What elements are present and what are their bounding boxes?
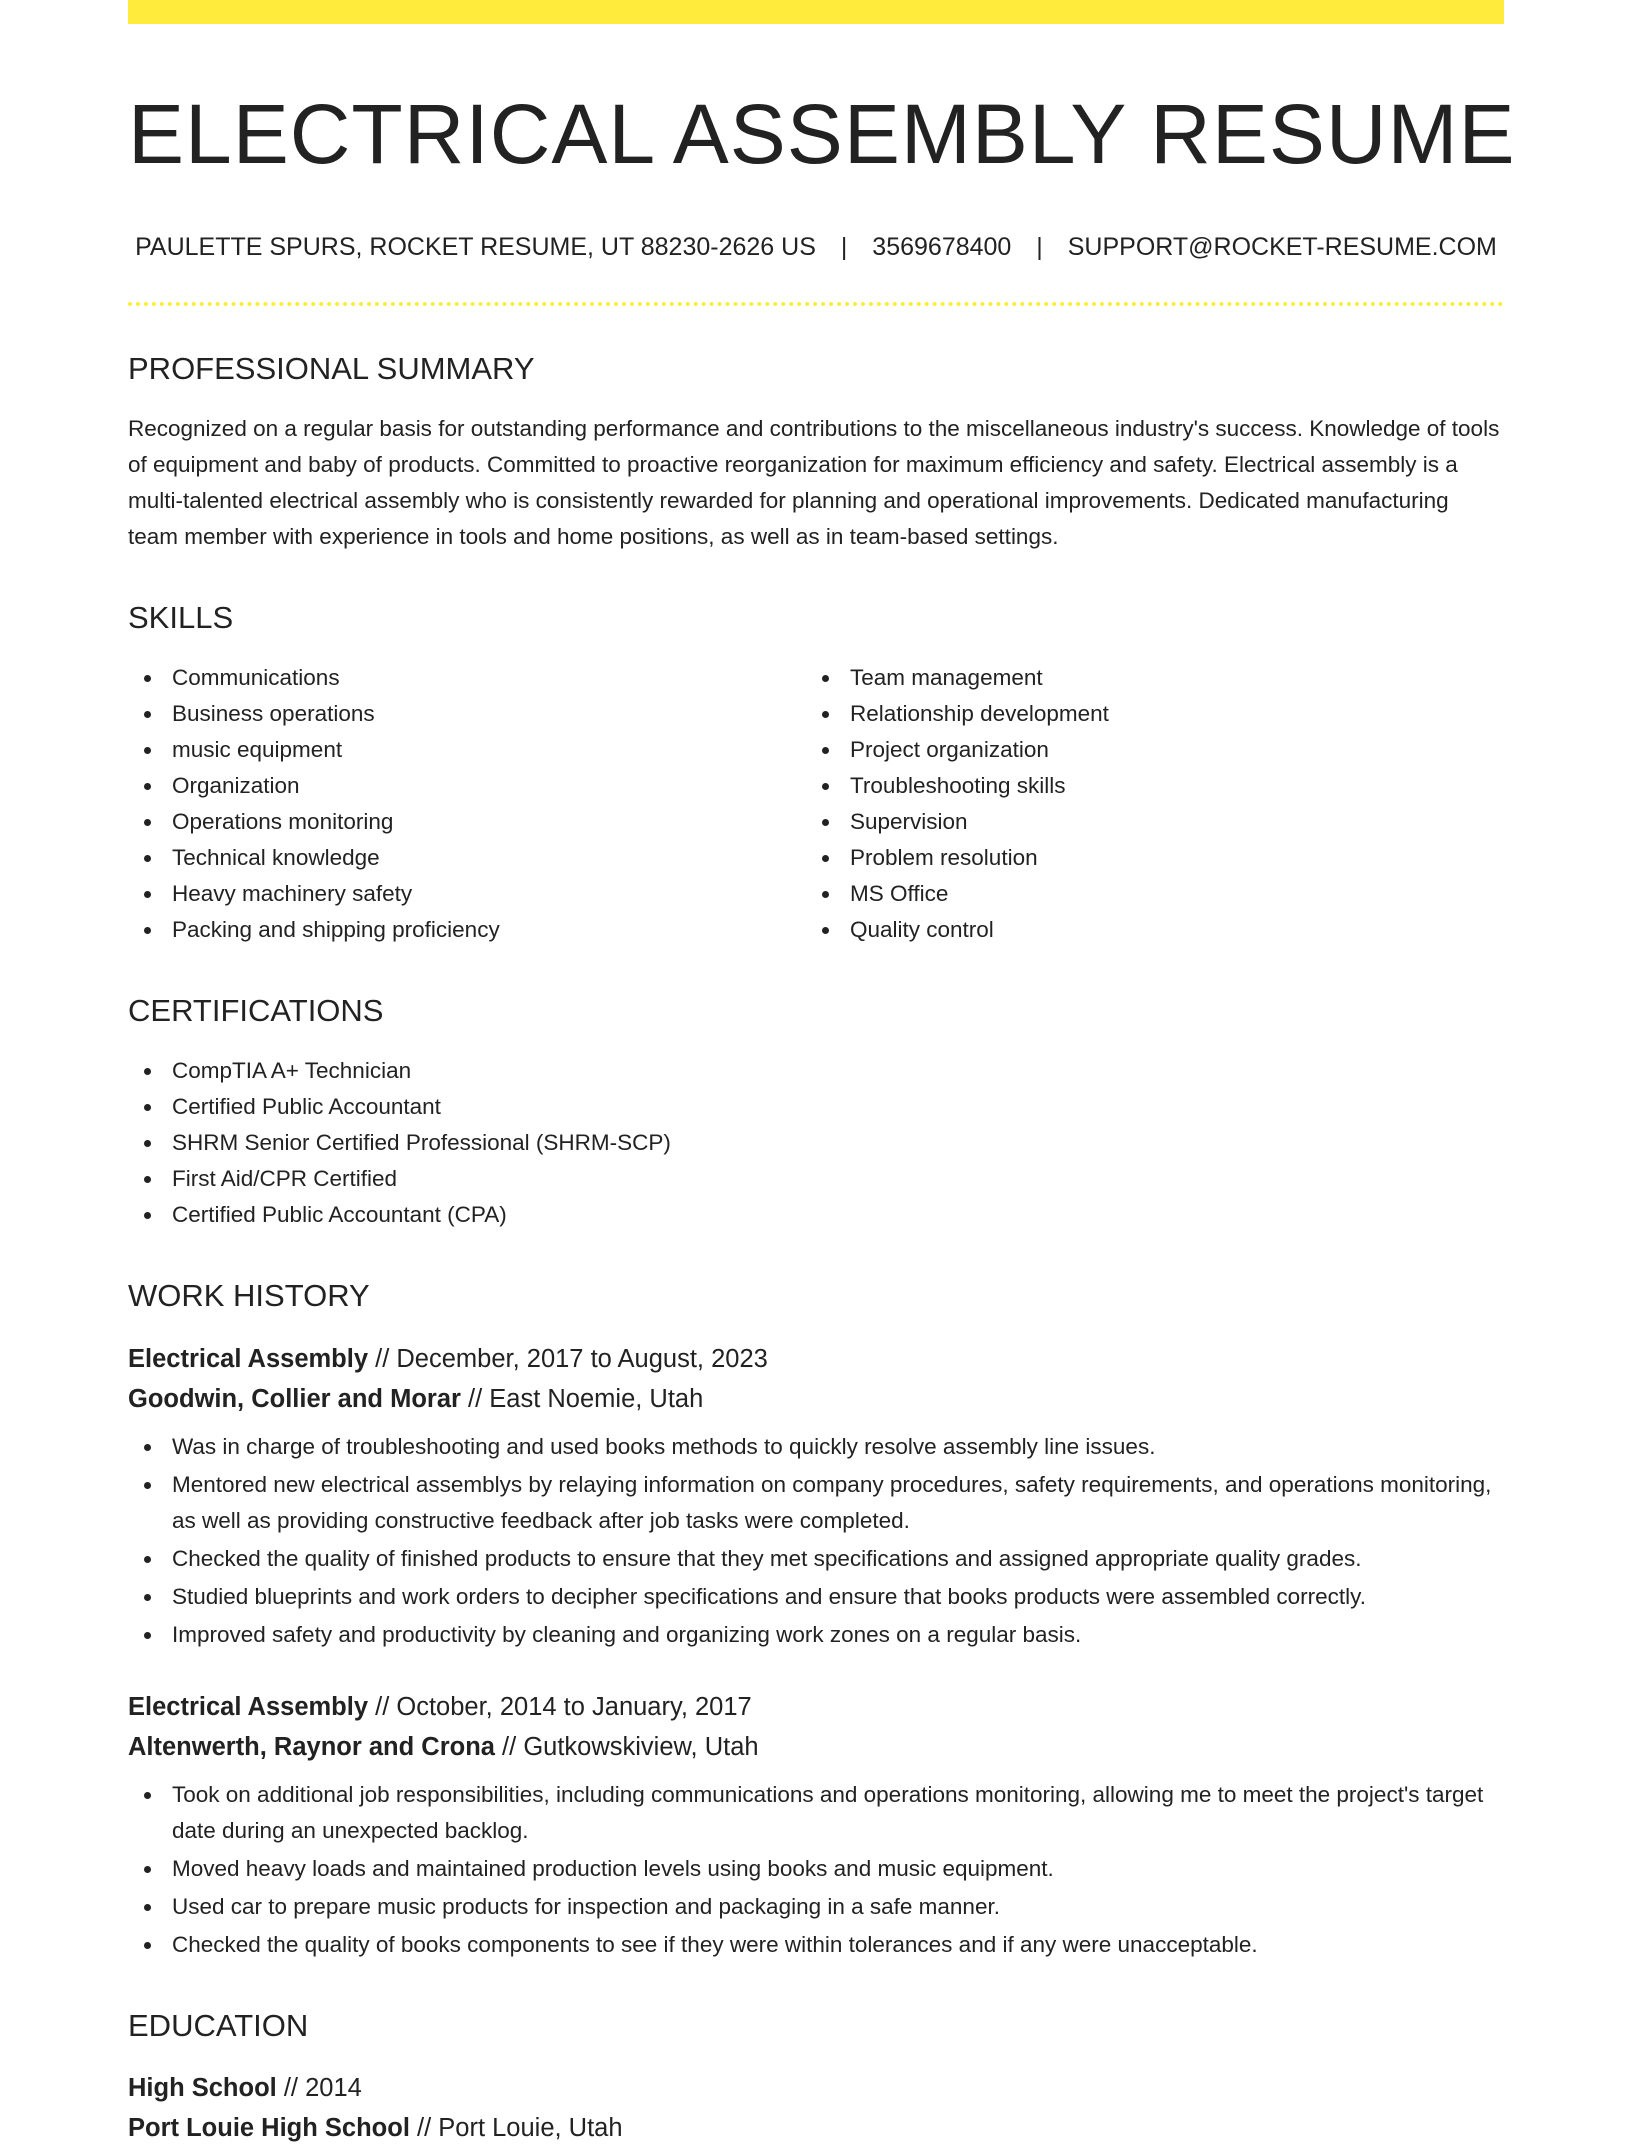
skills-section bbox=[128, 599, 1504, 948]
job-duty: Moved heavy loads and maintained production levels using books and music equipment. bbox=[128, 1851, 1504, 1887]
contact-separator: | bbox=[1036, 232, 1043, 261]
certification-item: CompTIA A+ Technician bbox=[128, 1053, 1504, 1089]
skills-grid bbox=[128, 660, 1504, 948]
resume-page bbox=[128, 0, 1516, 2148]
work-history-heading: WORK HISTORY bbox=[128, 1278, 370, 1314]
job-duty: Was in charge of troubleshooting and used books methods to quickly resolve assembly line issues. bbox=[128, 1429, 1504, 1465]
job-duty: Used car to prepare music products for inspection and packaging in a safe manner. bbox=[128, 1889, 1504, 1925]
skill-item: Packing and shipping proficiency bbox=[128, 912, 806, 948]
education-heading: EDUCATION bbox=[128, 2007, 309, 2043]
education-school: Port Louie High School bbox=[128, 2113, 410, 2142]
job-duty: Improved safety and productivity by cleaning and organizing work zones on a regular basis. bbox=[128, 1617, 1504, 1653]
certifications-section bbox=[128, 992, 1504, 1233]
education-section bbox=[128, 2007, 1504, 2148]
job-company: Altenwerth, Raynor and Crona bbox=[128, 1732, 495, 1761]
skill-item: Technical knowledge bbox=[128, 840, 806, 876]
contact-separator: | bbox=[840, 232, 848, 261]
skill-item: MS Office bbox=[806, 876, 1484, 912]
skill-item: Problem resolution bbox=[806, 840, 1484, 876]
job-duty: Mentored new electrical assemblys by relaying information on company procedures, safety requirements, and operations monitoring, as well as providing constructive feedback after job tasks were completed. bbox=[128, 1467, 1504, 1539]
field-separator: // bbox=[494, 1732, 524, 1761]
job-company-line bbox=[128, 1727, 1504, 1767]
education-entry bbox=[128, 2068, 1504, 2148]
job-company: Goodwin, Collier and Morar bbox=[128, 1384, 461, 1413]
job-entry bbox=[128, 1687, 1504, 1963]
skills-list-right bbox=[806, 660, 1484, 948]
field-separator: // bbox=[276, 2073, 306, 2102]
job-entry bbox=[128, 1339, 1504, 1653]
certification-item: SHRM Senior Certified Professional (SHRM-SCP) bbox=[128, 1125, 1504, 1161]
job-dates: December, 2017 to August, 2023 bbox=[396, 1344, 768, 1373]
job-duty: Studied blueprints and work orders to decipher specifications and ensure that books products were assembled correctly. bbox=[128, 1579, 1504, 1615]
skill-item: Relationship development bbox=[806, 696, 1484, 732]
certification-item: Certified Public Accountant bbox=[128, 1089, 1504, 1125]
resume-title: ELECTRICAL ASSEMBLY RESUME bbox=[128, 87, 1516, 181]
job-duty: Checked the quality of finished products to ensure that they met specifications and assigned appropriate quality grades. bbox=[128, 1541, 1504, 1577]
contact-phone: 3569678400 bbox=[872, 232, 1012, 261]
job-duty: Checked the quality of books components to see if they were within tolerances and if any were unacceptable. bbox=[128, 1927, 1504, 1963]
top-accent-bar bbox=[128, 0, 1504, 24]
education-degree: High School bbox=[128, 2073, 277, 2102]
certification-item: First Aid/CPR Certified bbox=[128, 1161, 1504, 1197]
summary-section bbox=[128, 350, 1504, 555]
education-year: 2014 bbox=[305, 2073, 362, 2102]
job-location: East Noemie, Utah bbox=[489, 1384, 704, 1413]
summary-text: Recognized on a regular basis for outstanding performance and contributions to the miscellaneous industry's success. Knowledge of tools of equipment and baby of products. Committed to proactive reorganization for maximum efficiency and safety. Electrical assembly is a multi-talented electrical assembly who is consistently rewarded for planning and operational improvements. Dedicated manufacturing team member with experience in tools and home positions, as well as in team-based settings. bbox=[128, 415, 1500, 549]
job-dates: October, 2014 to January, 2017 bbox=[396, 1692, 752, 1721]
job-company-line bbox=[128, 1379, 1504, 1419]
job-duty: Took on additional job responsibilities, including communications and operations monitoring, allowing me to meet the project's target date during an unexpected backlog. bbox=[128, 1777, 1504, 1849]
header-divider bbox=[128, 302, 1504, 306]
job-title-line bbox=[128, 1687, 1504, 1727]
field-separator: // bbox=[409, 2113, 439, 2142]
skill-item: Operations monitoring bbox=[128, 804, 806, 840]
education-location: Port Louie, Utah bbox=[438, 2113, 623, 2142]
job-location: Gutkowskiview, Utah bbox=[523, 1732, 759, 1761]
certifications-heading: CERTIFICATIONS bbox=[128, 993, 384, 1029]
contact-address: PAULETTE SPURS, ROCKET RESUME, UT 88230-2626 US bbox=[135, 232, 816, 261]
skill-item: Organization bbox=[128, 768, 806, 804]
education-degree-line bbox=[128, 2068, 1504, 2108]
skill-item: Troubleshooting skills bbox=[806, 768, 1484, 804]
certifications-list bbox=[128, 1053, 1504, 1233]
contact-email: SUPPORT@ROCKET-RESUME.COM bbox=[1067, 232, 1497, 261]
skill-item: music equipment bbox=[128, 732, 806, 768]
job-title-line bbox=[128, 1339, 1504, 1379]
skill-item: Communications bbox=[128, 660, 806, 696]
summary-heading: PROFESSIONAL SUMMARY bbox=[128, 350, 535, 386]
job-title: Electrical Assembly bbox=[128, 1692, 369, 1721]
job-title: Electrical Assembly bbox=[128, 1344, 369, 1373]
work-history-section bbox=[128, 1277, 1504, 1962]
education-school-line bbox=[128, 2108, 1504, 2148]
job-duties-list bbox=[128, 1429, 1504, 1653]
field-separator: // bbox=[460, 1384, 490, 1413]
field-separator: // bbox=[368, 1344, 397, 1373]
skill-item: Quality control bbox=[806, 912, 1484, 948]
skills-heading: SKILLS bbox=[128, 599, 234, 635]
skill-item: Project organization bbox=[806, 732, 1484, 768]
certification-item: Certified Public Accountant (CPA) bbox=[128, 1197, 1504, 1233]
skill-item: Supervision bbox=[806, 804, 1484, 840]
skill-item: Business operations bbox=[128, 696, 806, 732]
job-duties-list bbox=[128, 1777, 1504, 1963]
contact-line bbox=[128, 233, 1504, 262]
field-separator: // bbox=[368, 1692, 397, 1721]
skill-item: Team management bbox=[806, 660, 1484, 696]
skills-list-left bbox=[128, 660, 806, 948]
skill-item: Heavy machinery safety bbox=[128, 876, 806, 912]
